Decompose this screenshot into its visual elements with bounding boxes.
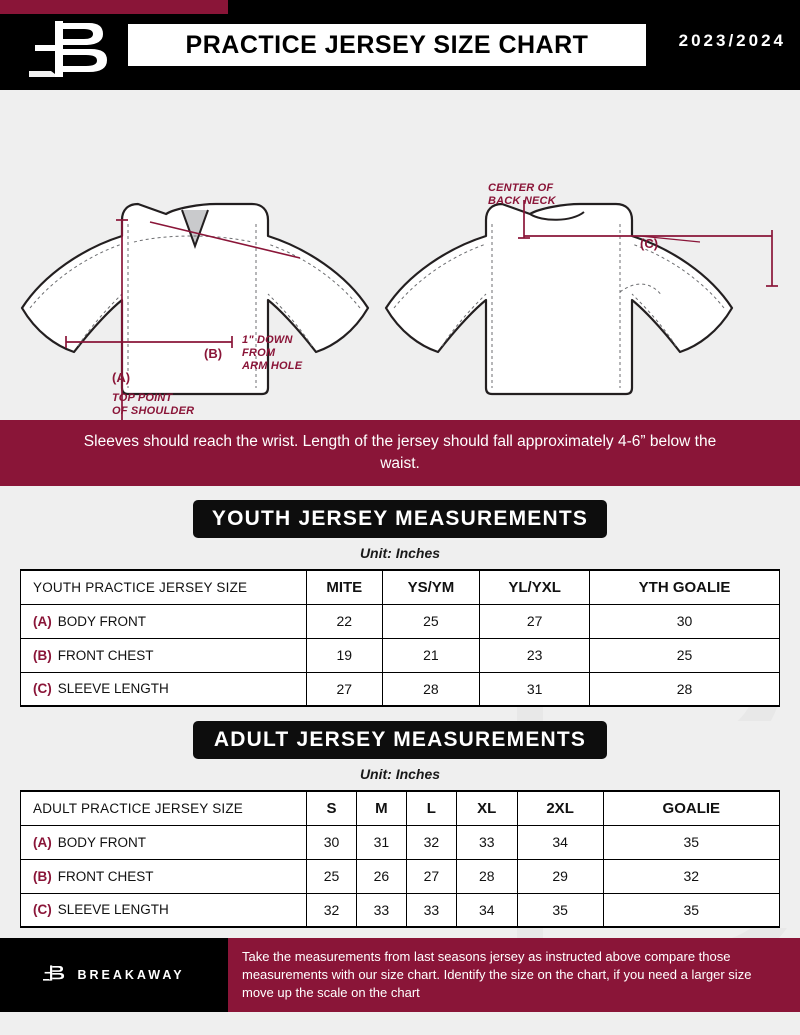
adult-table-header-row: [21, 791, 780, 825]
header-accent-bar: [0, 0, 228, 14]
footer-instructions-text: Take the measurements from last seasons jersey as instructed above compare those measurements with our size chart. Identify the size on the chart, if you need a larger size move up the scale on the chart: [242, 949, 752, 1000]
adult-col-1: S: [307, 791, 357, 825]
adult-c-xl: 34: [456, 893, 517, 927]
youth-row-label-c: [21, 672, 307, 706]
table-row: [21, 604, 780, 638]
adult-row-label-a: [21, 825, 307, 859]
adult-section-title: [193, 721, 607, 759]
row-label-a: BODY FRONT: [57, 834, 147, 850]
page-title: PRACTICE JERSEY SIZE CHART: [185, 30, 589, 59]
jersey-back-illustration: [386, 204, 732, 394]
adult-row-label-b: [21, 859, 307, 893]
youth-c-ylyxl: 31: [480, 672, 590, 706]
youth-col-1: MITE: [307, 570, 383, 604]
adult-section: [0, 721, 800, 928]
youth-row-label-b: [21, 638, 307, 672]
row-label-b: FRONT CHEST: [57, 868, 154, 884]
adult-c-2xl: 35: [517, 893, 603, 927]
youth-row-header: YOUTH PRACTICE JERSEY SIZE: [21, 570, 307, 604]
youth-col-2: YS/YM: [382, 570, 480, 604]
adult-row-header: ADULT PRACTICE JERSEY SIZE: [21, 791, 307, 825]
youth-a-ylyxl: 27: [480, 604, 590, 638]
measure-label-a: TOP POINT OF SHOULDER: [112, 392, 195, 417]
row-tag-a: (A): [33, 834, 52, 850]
measure-tag-a: (A): [112, 370, 131, 385]
adult-b-xl: 28: [456, 859, 517, 893]
table-row: [21, 825, 780, 859]
page-header: [0, 0, 800, 90]
youth-size-table: [20, 569, 780, 707]
adult-c-goalie: 35: [603, 893, 779, 927]
table-row: [21, 638, 780, 672]
adult-col-4: XL: [456, 791, 517, 825]
breakaway-b-logo-icon: [22, 14, 132, 84]
adult-col-2: M: [356, 791, 406, 825]
adult-b-2xl: 29: [517, 859, 603, 893]
adult-a-l: 32: [406, 825, 456, 859]
youth-b-ylyxl: 23: [480, 638, 590, 672]
row-label-c: SLEEVE LENGTH: [57, 681, 169, 697]
youth-section-title: [193, 500, 607, 538]
adult-c-l: 33: [406, 893, 456, 927]
measure-label-c: CENTER OF BACK NECK: [488, 182, 556, 207]
table-row: [21, 893, 780, 927]
adult-a-2xl: 34: [517, 825, 603, 859]
adult-b-m: 26: [356, 859, 406, 893]
adult-unit-label: Unit: Inches: [359, 766, 441, 782]
adult-col-5: 2XL: [517, 791, 603, 825]
breakaway-b-logo-icon: [43, 960, 69, 991]
footer-instructions: [228, 938, 800, 1012]
season-label: 2023/2024: [678, 31, 786, 50]
youth-b-mite: 19: [307, 638, 383, 672]
measure-label-b: 1" DOWN FROM ARM HOLE: [242, 334, 303, 372]
measure-tag-b: (B): [204, 346, 223, 361]
table-row: [21, 672, 780, 706]
measure-tag-c: (C): [640, 236, 659, 251]
adult-row-label-c: [21, 893, 307, 927]
adult-section-title-label: ADULT JERSEY MEASUREMENTS: [213, 728, 587, 751]
adult-a-goalie: 35: [603, 825, 779, 859]
row-tag-b: (B): [33, 868, 52, 884]
youth-row-label-a: [21, 604, 307, 638]
footer-brand: [0, 938, 228, 1012]
adult-b-s: 25: [307, 859, 357, 893]
table-row: [21, 859, 780, 893]
jersey-diagram: [0, 90, 800, 420]
youth-unit-label: Unit: Inches: [359, 545, 441, 561]
youth-b-goalie: 25: [589, 638, 779, 672]
youth-table-header-row: [21, 570, 780, 604]
row-tag-a: (A): [33, 613, 52, 629]
sleeve-length-note: [0, 420, 800, 486]
row-label-a: BODY FRONT: [57, 613, 147, 629]
row-tag-b: (B): [33, 647, 52, 663]
youth-col-4: YTH GOALIE: [589, 570, 779, 604]
row-label-b: FRONT CHEST: [57, 647, 154, 663]
adult-c-m: 33: [356, 893, 406, 927]
adult-col-3: L: [406, 791, 456, 825]
youth-section-title-label: YOUTH JERSEY MEASUREMENTS: [211, 507, 589, 530]
youth-b-ysym: 21: [382, 638, 480, 672]
youth-a-goalie: 30: [589, 604, 779, 638]
adult-col-6: GOALIE: [603, 791, 779, 825]
page-title-box: [128, 24, 646, 66]
youth-section: [0, 500, 800, 707]
youth-c-ysym: 28: [382, 672, 480, 706]
row-label-c: SLEEVE LENGTH: [57, 902, 169, 918]
spacer: [0, 928, 800, 938]
page-footer: [0, 938, 800, 1012]
adult-a-xl: 33: [456, 825, 517, 859]
note-text: Sleeves should reach the wrist. Length of the jersey should fall approximately 4-6” below the waist.: [83, 433, 717, 472]
youth-a-mite: 22: [307, 604, 383, 638]
adult-size-table: [20, 790, 780, 928]
youth-col-3: YL/YXL: [480, 570, 590, 604]
adult-c-s: 32: [307, 893, 357, 927]
adult-a-s: 30: [307, 825, 357, 859]
youth-a-ysym: 25: [382, 604, 480, 638]
adult-a-m: 31: [356, 825, 406, 859]
row-tag-c: (C): [33, 681, 52, 697]
footer-brand-name: BREAKAWAY: [77, 968, 185, 982]
youth-c-mite: 27: [307, 672, 383, 706]
row-tag-c: (C): [33, 902, 52, 918]
youth-c-goalie: 28: [589, 672, 779, 706]
adult-b-goalie: 32: [603, 859, 779, 893]
adult-b-l: 27: [406, 859, 456, 893]
